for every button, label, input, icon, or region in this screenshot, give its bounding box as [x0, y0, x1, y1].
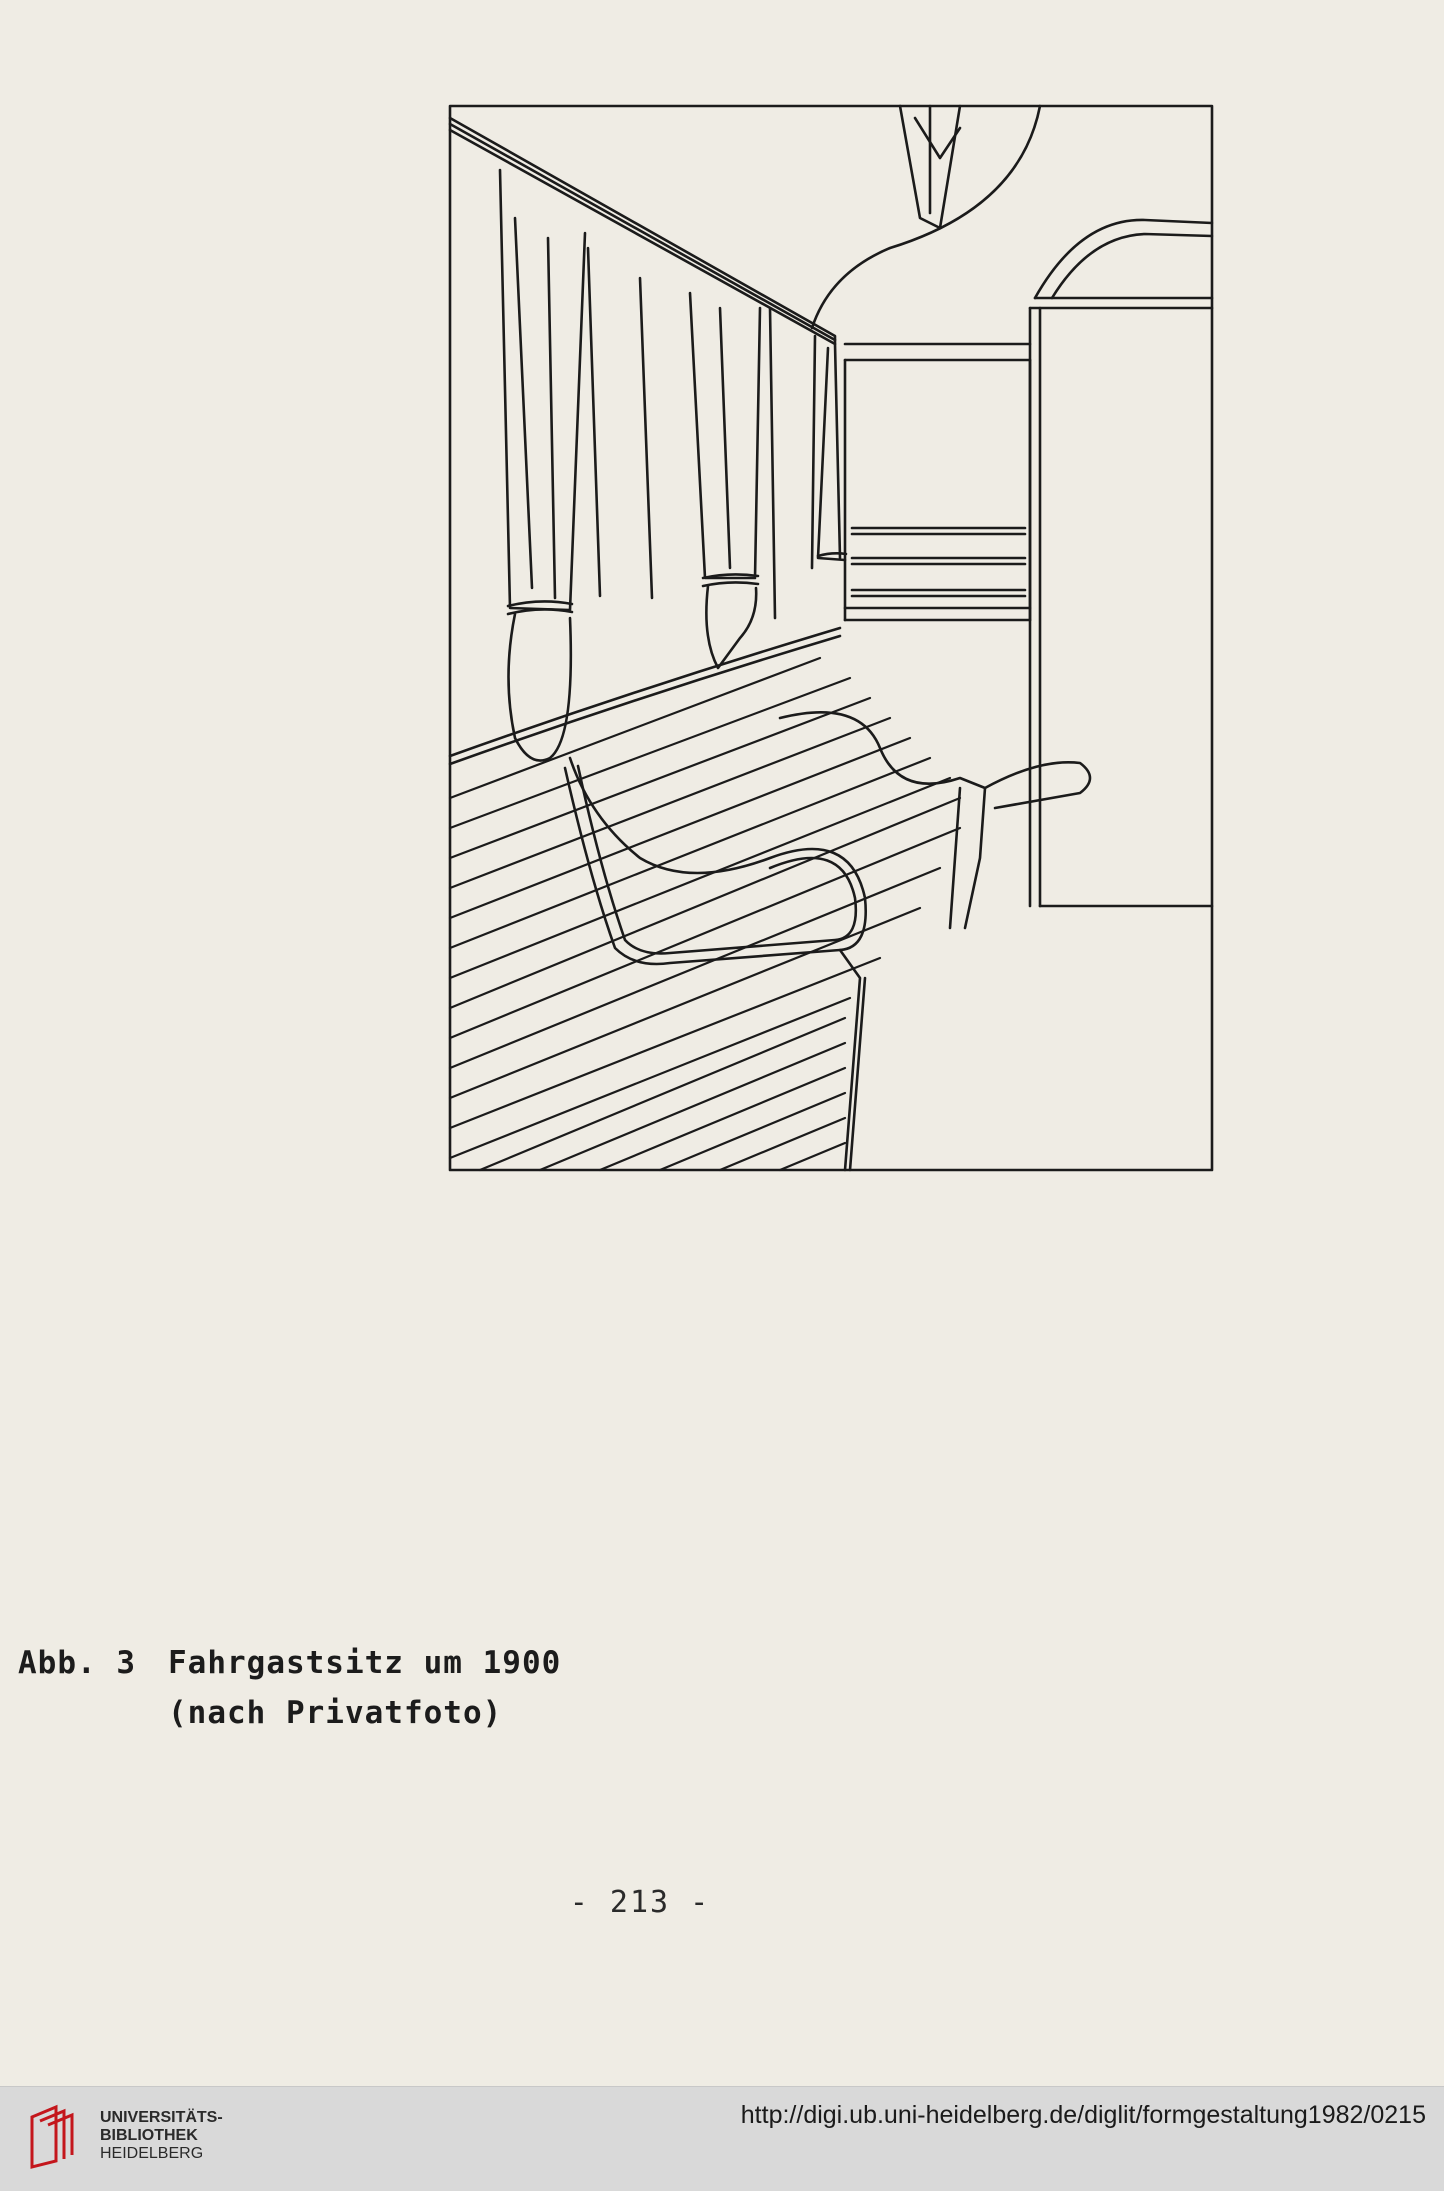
figure-caption — [18, 1638, 561, 1738]
caption-indent — [18, 1688, 168, 1738]
caption-title: Fahrgastsitz um 1900 — [168, 1645, 562, 1681]
library-logo-text — [100, 2109, 223, 2163]
caption-source: (nach Privatfoto) — [168, 1695, 503, 1731]
library-logo[interactable] — [26, 2103, 223, 2169]
footer-bar — [0, 2086, 1444, 2191]
caption-row-1 — [18, 1638, 561, 1688]
source-url-link[interactable]: http://digi.ub.uni-heidelberg.de/diglit/formgestaltung1982/0215 — [740, 2101, 1426, 2129]
library-logo-icon — [26, 2103, 80, 2169]
logo-line-3: HEIDELBERG — [100, 2145, 204, 2162]
caption-label: Abb. 3 — [18, 1645, 136, 1681]
caption-row-2 — [18, 1688, 561, 1738]
logo-line-2: BIBLIOTHEK — [100, 2127, 198, 2144]
bench-drawing — [440, 98, 1220, 1178]
figure-illustration — [440, 98, 1220, 1178]
page-number: - 213 - — [569, 1885, 711, 1920]
logo-line-1: UNIVERSITÄTS- — [100, 2109, 223, 2126]
